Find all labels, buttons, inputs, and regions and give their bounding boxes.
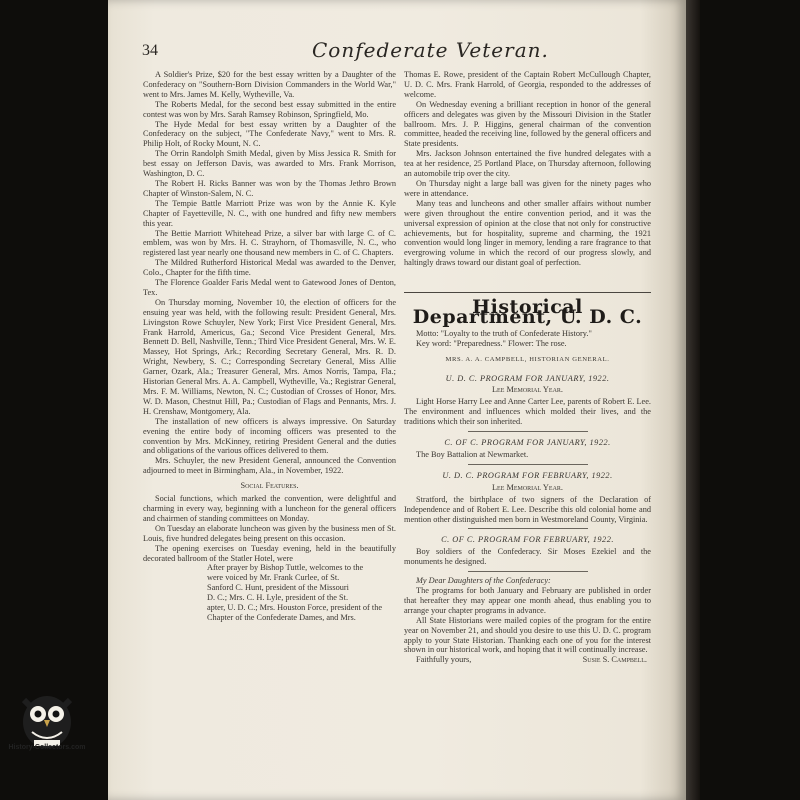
program-text: Boy soldiers of the Confederacy. Sir Moses Ezekiel and the monuments he designed. [404,547,651,567]
program-heading: C. OF C. PROGRAM FOR FEBRUARY, 1922. [441,535,614,545]
convention-continued [404,70,651,286]
watermark-text: History-Collectors.com [8,744,86,751]
right-column [404,70,651,665]
keyword: Key word: "Preparedness." Flower: The rose. [416,338,567,348]
divider [468,464,588,465]
letter-salutation: My Dear Daughters of the Confederacy: [416,576,551,586]
text-line: After prayer by Bishop Tuttle, welcomes to the [207,563,364,573]
text-line: D. C.; Mrs. C. H. Lyle, president of the St. [207,593,349,603]
program-text: Light Horse Harry Lee and Anne Carter Lee, parents of Robert E. Lee. The environment and influences which molded their lives, and the traditions which their son inherited. [404,397,651,427]
text-line: Sanford C. Hunt, president of the Missouri [207,583,349,593]
text-line: were voiced by Mr. Frank Curlee, of St. [207,573,340,583]
binding-spine [686,0,700,800]
paragraph: The Florence Goalder Faris Medal went to Gatewood Jones of Denton, Tex. [143,278,396,297]
divider [468,431,588,432]
paragraph: Social functions, which marked the convention, were delightful and charming in every way, beginning with a luncheon for the general officers and chairmen of standing committees on Monday. [143,494,396,523]
paragraph: The Tempie Battle Marriott Prize was won by the Annie K. Kyle Chapter of Fayetteville, N. C., with one hundred and fifty new members this year. [143,198,396,228]
paragraph: The Mildred Rutherford Historical Medal was awarded to the Denver, Colo., Chapter for the fifth time. [143,258,396,278]
program-subheading: Lee Memorial Year. [491,482,563,492]
divider [468,571,588,572]
paragraph: The Bettie Marriott Whitehead Prize, a silver bar with large C. of C. emblem, was won by Mrs. H. C. Strayhorn, of Thomasville, N. C., who registered last year nearly one thousand new members in C. of C. Chapters. [143,228,396,258]
social-features-heading: Social Features. [240,481,299,491]
paragraph: On Wednesday evening a brilliant reception in honor of the general officers and delegates was given by the Missouri Division in the Statler ballroom. Mrs. J. P. Higgins, general chairman of the convention committee, headed the receiving line, followed by the general officers and State presidents. [404,99,651,149]
paragraph: The opening exercises on Tuesday evening, held in the beautifully decorated ballroom of the Statler Hotel, were [143,543,396,563]
paragraph: A Soldier's Prize, $20 for the best essay written by a Daughter of the Confederacy on "Southern-Born Division Commanders in the World War," went to Mrs. James M. Kelly, Wytheville, Va. [143,70,396,99]
paragraph: Many teas and luncheons and other smaller affairs without number were given throughout the entire convention period, and it was the universal expression of opinion at the close that not only for constructive achievements, but for hospitality, supreme and charming, the 1921 convention would long linger in memory, lending a rare fragrance to that evergrowing volume in which the record of our progress slowly, and haltingly draws toward our distant goal of perfection. [404,198,651,268]
historian-line: MRS. A. A. CAMPBELL, HISTORIAN GENERAL. [445,355,610,363]
department-title: Historical Department, U. D. C. [412,296,643,328]
paragraph: On Tuesday an elaborate luncheon was given by the business men of St. Louis, five hundred delegates being present on this occasion. [143,523,396,543]
paragraph: On Thursday morning, November 10, the election of officers for the ensuing year was held, with the following result: President General, Mrs. Livingston Rowe Schuyler, New York; First Vice President General, Mrs. Frank Harrold, Americus, Ga.; Second Vice President General, Mrs. Bennett D. Bell, Nashville, Tenn.; Third Vice President General, Mrs. W. E. Massey, Hot Springs, Ark.; Recording Secretary General, Mrs. R. D. Wright, Newbery, S. C.; Corresponding Secretary General, Miss Allie Garner, Ozark, Ala.; Treasurer General, Mrs. Amos Norris, Tampa, Fla.; Historian General Mrs. A. A. Campbell, Wytheville, Va.; Registrar General, Mrs. F. M. Williams, Newton, N. C.; Custodian of Crosses of Honor, Mrs. W. D. Mason, Chestnut Hill, Pa.; Custodian of Flags and Pennants, Mrs. J. H. Crenshaw, Montgomery, Ala. [143,297,396,416]
letter-paragraph: The programs for both January and February are published in order that hereafter they may appear one month ahead, thus enabling you to arrange your chapter programs in advance. [404,586,651,615]
signature: Susie S. Campbell. [582,655,647,665]
wrapped-text [143,563,396,622]
magazine-page [108,0,686,800]
program-heading: C. OF C. PROGRAM FOR JANUARY, 1922. [444,438,611,448]
paragraph: Mrs. Schuyler, the new President General, announced the Convention adjourned to meet in Birmingham, Ala., in November, 1922. [143,456,396,476]
motto: Motto: "Loyalty to the truth of Confederate History." [416,328,592,338]
section-rule [404,292,651,293]
text-line: apter, U. D. C.; Mrs. Houston Force, president of the [207,603,383,613]
left-column [143,70,396,758]
program-heading: U. D. C. PROGRAM FOR JANUARY, 1922. [445,373,610,383]
text-line: Chapter of the Confederate Dames, and Mrs. [207,612,356,622]
program-text: The Boy Battalion at Newmarket. [416,449,529,459]
signature-line [404,655,651,665]
paragraph: The Robert H. Ricks Banner was won by the Thomas Jethro Brown Chapter of Winston-Salem, N. C. [143,178,396,198]
paragraph: The installation of new officers is always impressive. On Saturday evening the entire body of incoming officers was presented to the convention by Mrs. McKinney, retiring President General and the duties and obligations of the various offices delivered to them. [143,416,396,456]
program-heading: U. D. C. PROGRAM FOR FEBRUARY, 1922. [442,470,613,480]
program-text: Stratford, the birthplace of two signers of the Declaration of Independence and of Robert E. Lee. Describe this old colonial home and mention other distinguished men born in Westmoreland County, Virginia. [404,494,651,524]
running-title: Confederate Veteran. [312,38,549,62]
page-number: 34 [142,42,158,59]
paragraph: On Thursday night a large ball was given for the ninety pages who were in attendance. [404,178,651,198]
program-subheading: Lee Memorial Year. [491,385,563,395]
paragraph: The Hyde Medal for best essay written by a Daughter of the Confederacy on the subject, "The Confederate Navy," went to Mrs. R. Philip Holt, of Rocky Mount, N. C. [143,119,396,149]
closing: Faithfully yours, [416,655,472,665]
paragraph: Thomas E. Rowe, president of the Captain Robert McCullough Chapter, U. D. C. Mrs. Frank Harrold, of Georgia, responded to the addresses of welcome. [404,70,651,99]
divider [468,528,588,529]
motto-block [404,329,651,349]
paragraph: Mrs. Jackson Johnson entertained the five hundred delegates with a tea at her residence, 25 Portland Place, on Thursday afternoon, following an automobile trip over the city. [404,149,651,179]
paragraph: The Orrin Randolph Smith Medal, given by Miss Jessica R. Smith for best essay on Jefferson Davis, was awarded to Mrs. Frank Morrison, Washington, D. C. [143,149,396,179]
page-header [108,38,686,68]
paragraph: The Roberts Medal, for the second best essay submitted in the entire contest was won by Mrs. Sarah Ramsey Robinson, Springfield, Mo. [143,99,396,119]
letter-paragraph: All State Historians were mailed copies of the program for the entire year on November 21, and should you desire to use this U. D. C. program apply to your State Historian. Thanking each one of you for the interest shown in our historical work, and hoping that it will continually increase. [404,615,651,655]
